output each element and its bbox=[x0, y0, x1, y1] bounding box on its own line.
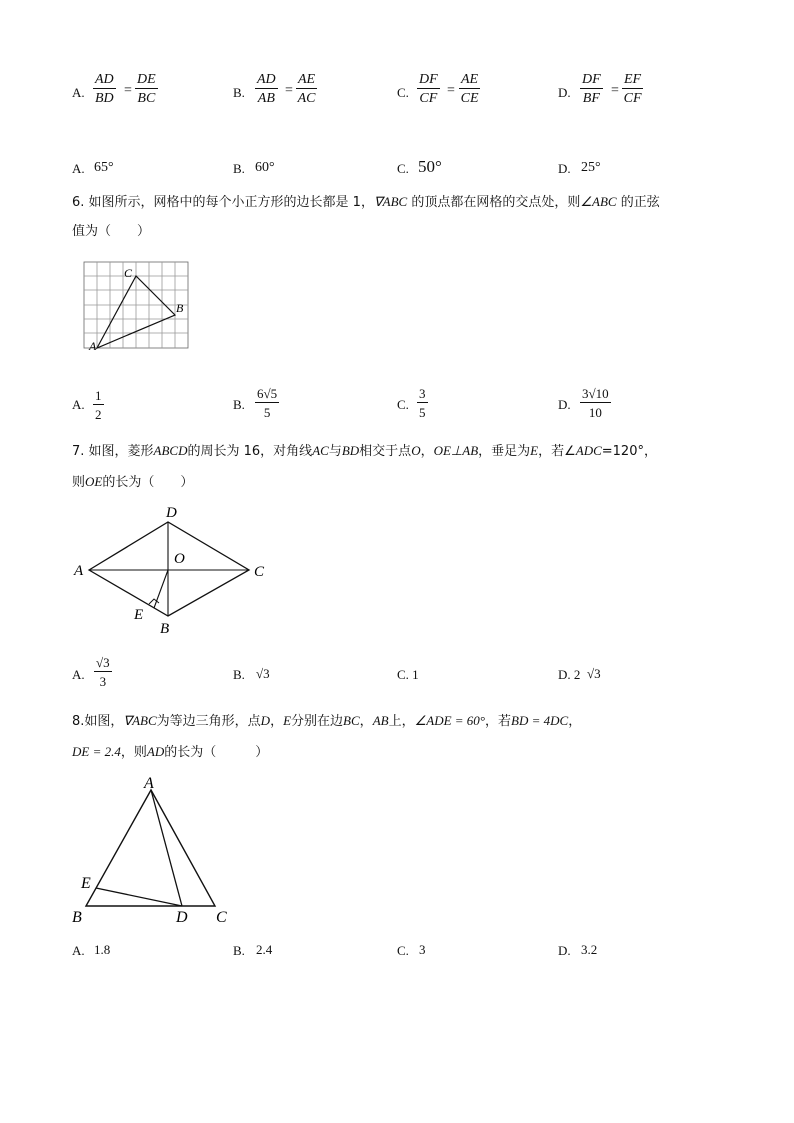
q5-option-d-value: 25° bbox=[581, 160, 601, 175]
q4-option-b-frac2: $\frac{AE}{AC}$ bbox=[297, 72, 316, 106]
q7-label-b: B bbox=[160, 621, 170, 637]
q8-segment-ad bbox=[151, 790, 182, 906]
q7-stem-line1: 7. 如图，菱形ABCD的周长为 16，对角线AC与BD相交于点O，OE⊥AB，垂足为E，若∠ADC=120°， bbox=[72, 443, 657, 459]
q7-stem-line2: 则OE的长为（ ） bbox=[72, 474, 194, 490]
q7-option-a-label: A. bbox=[72, 667, 85, 682]
q6-label-c: C bbox=[124, 266, 133, 280]
q6-option-b-label: B. bbox=[233, 397, 245, 412]
q5-option-c-value: 50° bbox=[418, 157, 442, 176]
q8-stem-line2: DE = 2.4，则AD的长为（ ） bbox=[72, 744, 269, 760]
q5-option-b-label: B. bbox=[233, 161, 245, 176]
q7-label-o: O bbox=[174, 551, 185, 567]
q7-segment-oe bbox=[154, 570, 168, 608]
q5-option-a-value: 65° bbox=[94, 160, 114, 175]
q8-option-a-value: 1.8 bbox=[94, 942, 111, 957]
q5-option-b-value: 60° bbox=[255, 160, 275, 175]
q7-option-b-label: B. bbox=[233, 667, 245, 682]
q4-option-c-label: C. bbox=[397, 85, 409, 100]
q8-option-c-label: C. bbox=[397, 943, 409, 958]
q8-stem-line1: 8.如图，∇ABC为等边三角形，点D，E分别在边BC，AB上，∠ADE = 60°，若BD = 4DC， bbox=[72, 713, 582, 729]
q4-option-a-frac1: $\frac{AD}{BD}$ bbox=[95, 72, 114, 106]
q4-option-d-label: D. bbox=[558, 85, 571, 100]
q8-label-e: E bbox=[81, 875, 91, 892]
q4-option-b-label: B. bbox=[233, 85, 245, 100]
q7-option-a-frac: $\frac{√3}{3}$ bbox=[96, 655, 110, 689]
q8-label-b: B bbox=[72, 909, 82, 926]
q4-option-a-label: A. bbox=[72, 85, 85, 100]
q8-option-b-label: B. bbox=[233, 943, 245, 958]
q8-label-d: D bbox=[176, 909, 188, 926]
q5-option-c-label: C. bbox=[397, 161, 409, 176]
q8-option-b-value: 2.4 bbox=[256, 942, 273, 957]
q4-option-a-eq: = bbox=[124, 83, 132, 98]
q5-option-a-label: A. bbox=[72, 161, 85, 176]
q4-option-c-frac2: $\frac{AE}{CE}$ bbox=[460, 72, 479, 106]
q7-option-d-value: √3 bbox=[587, 666, 601, 681]
q4-option-b-eq: = bbox=[285, 83, 293, 98]
q6-option-c-label: C. bbox=[397, 397, 409, 412]
q5-option-d-label: D. bbox=[558, 161, 571, 176]
q6-stem-line2: 值为（ ） bbox=[72, 224, 151, 239]
q6-option-a-frac: $\frac{1}{2}$ bbox=[95, 388, 102, 422]
q8-option-d-label: D. bbox=[558, 943, 571, 958]
q6-option-d-frac: $\frac{3√10}{10}$ bbox=[582, 386, 609, 420]
q6-label-b: B bbox=[176, 301, 184, 315]
q6-option-a-label: A. bbox=[72, 397, 85, 412]
q6-stem-line1: 6. 如图所示，网格中的每个小正方形的边长都是 1，∇ABC 的顶点都在网格的交点处，则∠ABC 的正弦 bbox=[72, 194, 660, 210]
q8-option-c-value: 3 bbox=[419, 942, 426, 957]
q4-option-d-frac2: $\frac{EF}{CF}$ bbox=[623, 72, 642, 106]
q4-option-c-frac1: $\frac{DF}{CF}$ bbox=[419, 72, 438, 106]
q7-label-a: A bbox=[74, 563, 84, 579]
q4-option-d-frac1: $\frac{DF}{BF}$ bbox=[582, 72, 601, 106]
q4-option-a-frac2: $\frac{DE}{BC}$ bbox=[137, 72, 156, 106]
q6-option-d-label: D. bbox=[558, 397, 571, 412]
q7-option-d-label: D. 2 bbox=[558, 667, 581, 682]
q7-option-c-label: C. 1 bbox=[397, 667, 419, 682]
q6-grid-lines bbox=[84, 262, 188, 348]
q8-option-d-value: 3.2 bbox=[581, 942, 598, 957]
q7-label-d: D bbox=[166, 505, 177, 521]
q8-label-c: C bbox=[216, 909, 227, 926]
q4-option-d-eq: = bbox=[611, 83, 619, 98]
q4-option-b-frac1: $\frac{AD}{AB}$ bbox=[257, 72, 276, 106]
q4-option-c-eq: = bbox=[447, 83, 455, 98]
q7-option-b-value: √3 bbox=[256, 666, 270, 681]
q7-label-c: C bbox=[254, 564, 265, 580]
q8-segment-de bbox=[96, 888, 182, 906]
q7-label-e: E bbox=[134, 607, 144, 623]
q8-label-a: A bbox=[144, 775, 154, 792]
q8-option-a-label: A. bbox=[72, 943, 85, 958]
q6-option-b-frac: $\frac{6√5}{5}$ bbox=[257, 386, 278, 420]
q6-option-c-frac: $\frac{3}{5}$ bbox=[419, 386, 426, 420]
q7-rhombus-figure bbox=[70, 500, 280, 640]
q6-label-a: A bbox=[89, 339, 97, 353]
q8-triangle-figure bbox=[66, 770, 246, 930]
q8-triangle-abc bbox=[86, 790, 215, 906]
q7-rhombus-abcd bbox=[89, 522, 249, 616]
q6-grid-figure bbox=[80, 258, 192, 354]
